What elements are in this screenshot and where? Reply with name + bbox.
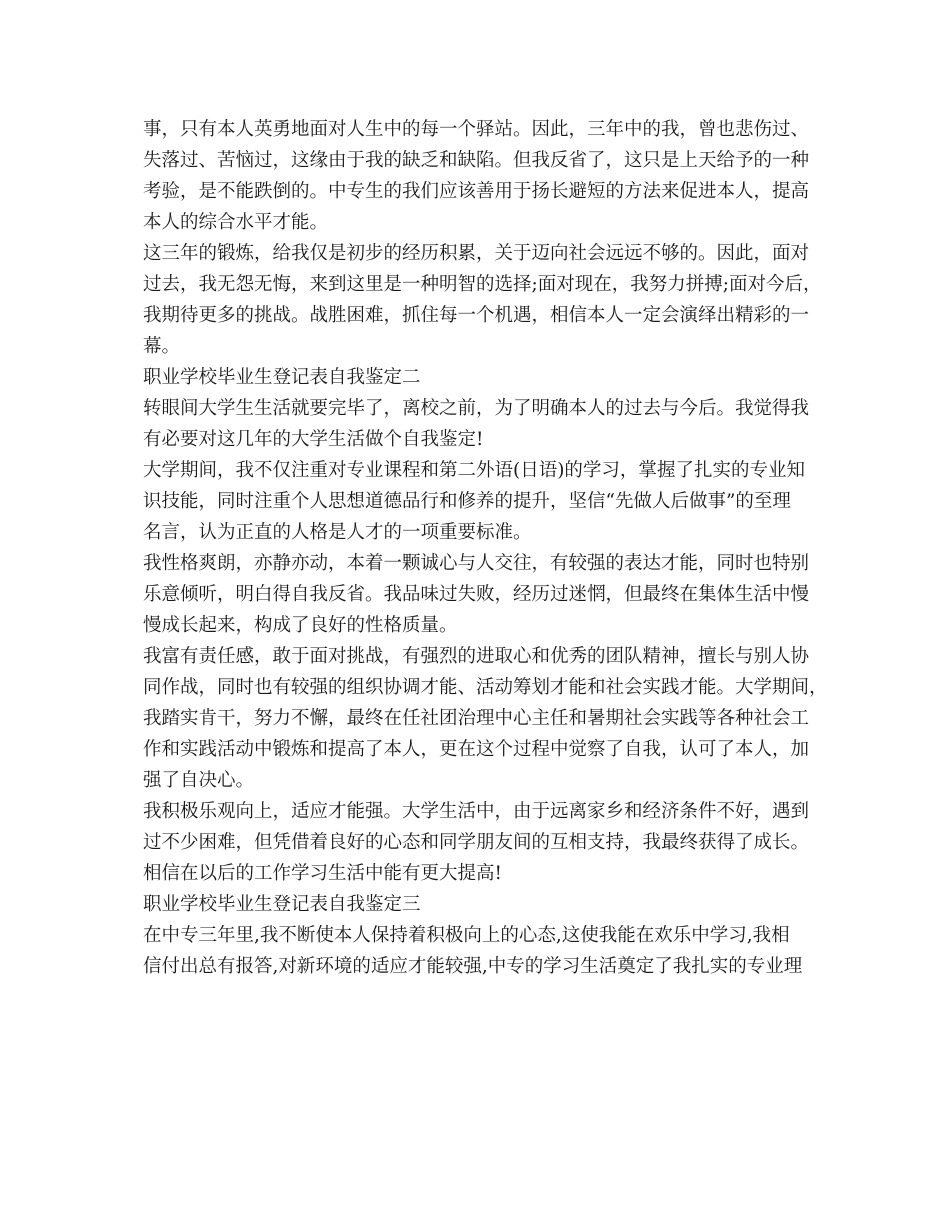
- text-line: 考验，是不能跌倒的。中专生的我们应该善用于扬长避短的方法来促进本人，提高: [143, 181, 810, 202]
- text-line: 失落过、苦恼过，这缘由于我的缺乏和缺陷。但我反省了，这只是上天给予的一种: [143, 150, 810, 171]
- text-line: 本人的综合水平才能。: [143, 212, 329, 233]
- text-line: 作和实践活动中锻炼和提高了本人，更在这个过程中觉察了自我，认可了本人，加: [143, 739, 810, 760]
- text-line: 过不少困难，但凭借着良好的心态和同学朋友间的互相支持，我最终获得了成长。: [143, 832, 810, 853]
- text-line: 识技能，同时注重个人思想道德品行和修养的提升，坚信“先做人后做事”的至理: [143, 491, 791, 512]
- text-line: 转眼间大学生生活就要完毕了，离校之前，为了明确本人的过去与今后。我觉得我: [143, 398, 810, 419]
- text-line: 有必要对这几年的大学生活做个自我鉴定!: [143, 429, 484, 450]
- text-line: 我期待更多的挑战。战胜困难，抓住每一个机遇，相信本人一定会演绎出精彩的一: [143, 305, 810, 326]
- text-line: 名言，认为正直的人格是人才的一项重要标准。: [143, 522, 532, 543]
- document-body: [143, 114, 828, 982]
- text-line: 事，只有本人英勇地面对人生中的每一个驿站。因此，三年中的我，曾也悲伤过、: [143, 119, 810, 140]
- text-line: 信付出总有报答,对新环境的适应才能较强,中专的学习生活奠定了我扎实的专业理: [143, 956, 803, 977]
- text-line: 同作战，同时也有较强的组织协调才能、活动筹划才能和社会实践才能。大学期间，: [143, 677, 828, 698]
- text-line: 幕。: [143, 336, 181, 357]
- text-line: 大学期间，我不仅注重对专业课程和第二外语(日语)的学习，掌握了扎实的专业知: [143, 460, 805, 481]
- text-line: 过去，我无怨无悔，来到这里是一种明智的选择;面对现在，我努力拼搏;面对今后，: [143, 274, 822, 295]
- text-line: 这三年的锻炼，给我仅是初步的经历积累，关于迈向社会远远不够的。因此，面对: [143, 243, 810, 264]
- text-line: 相信在以后的工作学习生活中能有更大提高!: [143, 863, 502, 884]
- text-line: 强了自决心。: [143, 770, 255, 791]
- text-line: 我积极乐观向上，适应才能强。大学生活中，由于远离家乡和经济条件不好，遇到: [143, 801, 810, 822]
- text-line: 慢成长起来，构成了良好的性格质量。: [143, 615, 458, 636]
- text-line: 我踏实肯干，努力不懈，最终在任社团治理中心主任和暑期社会实践等各种社会工: [143, 708, 810, 729]
- section-heading: 职业学校毕业生登记表自我鉴定二: [143, 367, 421, 388]
- text-line: 我性格爽朗，亦静亦动，本着一颗诚心与人交往，有较强的表达才能，同时也特别: [143, 553, 810, 574]
- text-line: 乐意倾听，明白得自我反省。我品味过失败，经历过迷惘，但最终在集体生活中慢: [143, 584, 810, 605]
- section-heading: 职业学校毕业生登记表自我鉴定三: [143, 894, 421, 915]
- text-line: 在中专三年里,我不断使本人保持着积极向上的心态,这使我能在欢乐中学习,我相: [143, 925, 790, 946]
- text-line: 我富有责任感，敢于面对挑战，有强烈的进取心和优秀的团队精神，擅长与别人协: [143, 646, 810, 667]
